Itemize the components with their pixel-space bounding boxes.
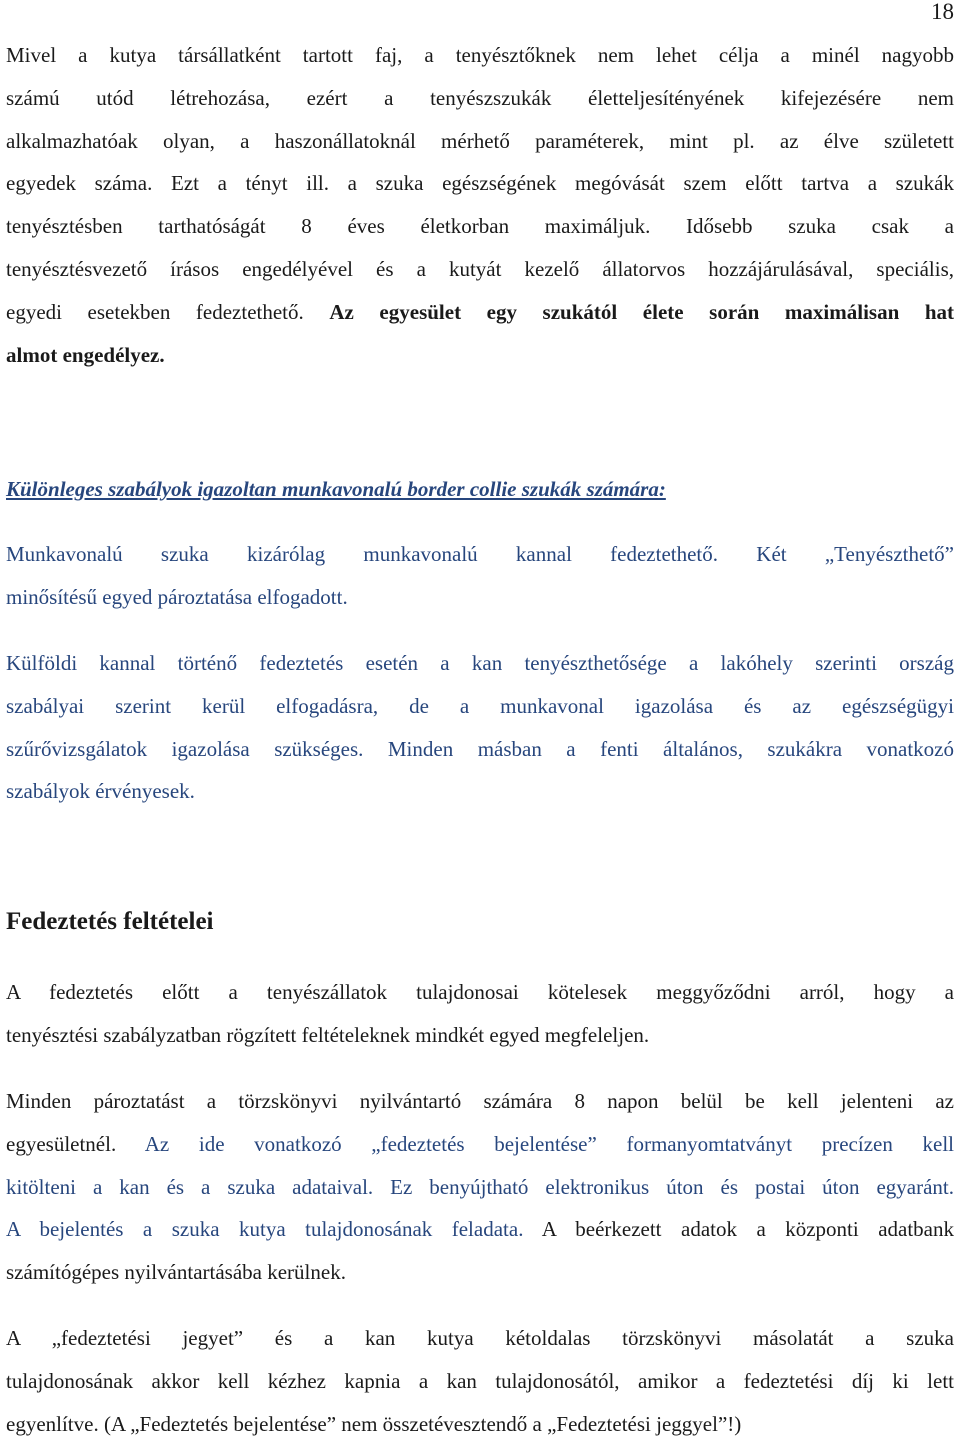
breeding-conditions-heading: Fedeztetés feltételei	[6, 908, 214, 935]
text-segment: A beérkezett adatok a központi adatbank	[523, 1217, 954, 1242]
text-line: Külföldi kannal történő fedeztetés esetén a kan tenyészthetősége a lakóhely szerinti ország	[6, 651, 954, 675]
breeding-paragraph-1	[6, 971, 954, 1057]
text-line: tenyésztésvezető írásos engedélyével és a kutyát kezelő állatorvos hozzájárulásával, speciális,	[6, 256, 954, 281]
working-line-paragraph-1	[6, 533, 954, 619]
text-line: A „fedeztetési jegyet” és a kan kutya kétoldalas törzskönyvi másolatát a szuka	[6, 1326, 954, 1350]
text-line: Mivel a kutya társállatként tartott faj, a tenyésztőknek nem lehet célja a minél nagyobb	[6, 43, 954, 67]
text-line	[6, 1208, 954, 1251]
text-line: Munkavonalú szuka kizárólag munkavonalú kannal fedeztethető. Két „Tenyészthető”	[6, 542, 954, 566]
text-segment: egyedi esetekben fedeztethető.	[6, 299, 330, 324]
text-segment-blue: Az ide vonatkozó „fedeztetés bejelentése” formanyomtatványt precízen kell	[144, 1131, 954, 1156]
text-line: szűrővizsgálatok igazolása szükséges. Minden másban a fenti általános, szukákra vonatkozó	[6, 736, 954, 761]
text-line	[6, 1123, 954, 1166]
page-number: 18	[931, 0, 954, 24]
text-line: tenyésztési szabályzatban rögzített feltételeknek mindkét egyed megfeleljen.	[6, 1022, 650, 1047]
text-segment-blue: A bejelentés a szuka kutya tulajdonosának feladata.	[6, 1217, 524, 1242]
bold-rule-text-end: almot engedélyez.	[6, 342, 165, 367]
text-line: kitölteni a kan és a szuka adataival. Ez benyújtható elektronikus úton és postai úton egyaránt.	[6, 1174, 954, 1199]
bold-rule-text: Az egyesület egy szukától élete során maximálisan hat	[329, 299, 954, 324]
text-line: alkalmazhatóak olyan, a haszonállatoknál mérhető paraméterek, mint pl. az élve született	[6, 128, 954, 153]
working-line-heading: Különleges szabályok igazoltan munkavonalú border collie szukák számára:	[6, 477, 666, 501]
text-line	[6, 291, 954, 334]
text-line: szabályok érvényesek.	[6, 779, 195, 804]
text-line: számú utód létrehozása, ezért a tenyészszukák életteljesítényének kifejezésére nem	[6, 85, 954, 110]
working-line-paragraph-2	[6, 642, 954, 813]
text-line: tulajdonosának akkor kell kézhez kapnia a kan tulajdonosától, amikor a fedeztetési díj ki lett	[6, 1368, 954, 1393]
text-line: Minden pároztatást a törzskönyvi nyilvántartó számára 8 napon belül be kell jelenteni az	[6, 1089, 954, 1113]
text-line: A fedeztetés előtt a tenyészállatok tulajdonosai kötelesek meggyőződni arról, hogy a	[6, 980, 954, 1004]
text-segment: egyesületnél.	[6, 1131, 145, 1156]
breeding-paragraph-2	[6, 1080, 954, 1294]
intro-paragraph	[6, 34, 954, 376]
text-line: tenyésztésben tarthatóságát 8 éves életkorban maximáljuk. Idősebb szuka csak a	[6, 214, 954, 239]
breeding-paragraph-3	[6, 1317, 954, 1445]
text-line: minősítésű egyed pároztatása elfogadott.	[6, 584, 348, 609]
text-line: számítógépes nyilvántartásába kerülnek.	[6, 1260, 346, 1285]
text-line: egyenlítve. (A „Fedeztetés bejelentése” nem összetévesztendő a „Fedeztetési jeggyel”!)	[6, 1411, 742, 1436]
text-line: szabályai szerint kerül elfogadásra, de a munkavonal igazolása és az egészségügyi	[6, 693, 954, 718]
text-line: egyedek száma. Ezt a tényt ill. a szuka egészségének megóvását szem előtt tartva a szukák	[6, 171, 954, 196]
